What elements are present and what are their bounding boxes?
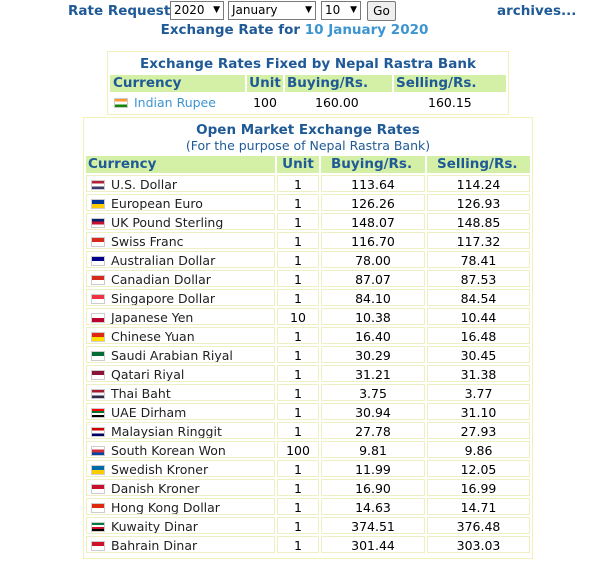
- selling-cell: 148.85: [427, 213, 530, 230]
- buying-cell: 30.94: [321, 403, 425, 420]
- selling-cell: 126.93: [427, 194, 530, 211]
- currency-cell: [86, 498, 275, 515]
- month-select[interactable]: [228, 1, 316, 20]
- table-row: [84, 441, 532, 459]
- table-row: [84, 327, 532, 345]
- selling-cell: 78.41: [427, 251, 530, 268]
- currency-name: Bahrain Dinar: [111, 538, 198, 553]
- unit-cell: 100: [277, 441, 319, 458]
- currency-cell: [86, 194, 275, 211]
- uae-flag-icon: [91, 408, 105, 418]
- japan-flag-icon: [91, 313, 105, 323]
- table-row: [84, 422, 532, 440]
- table-row: [84, 479, 532, 497]
- currency-name: Malaysian Ringgit: [111, 424, 222, 439]
- fixed-col-unit: Unit: [247, 75, 283, 92]
- fixed-col-currency: Currency: [110, 75, 245, 92]
- currency-name: Kuwaity Dinar: [111, 519, 198, 534]
- fixed-currency-name: Indian Rupee: [134, 95, 216, 110]
- unit-cell: 1: [277, 422, 319, 439]
- selling-cell: 303.03: [427, 536, 530, 553]
- buying-cell: 113.64: [321, 175, 425, 192]
- table-row: [84, 213, 532, 231]
- currency-cell: [86, 517, 275, 534]
- buying-cell: 27.78: [321, 422, 425, 439]
- unit-cell: 1: [277, 536, 319, 553]
- table-row: [84, 232, 532, 250]
- buying-cell: 3.75: [321, 384, 425, 401]
- fixed-col-selling: Selling/Rs.: [394, 75, 506, 92]
- currency-name: Chinese Yuan: [111, 329, 195, 344]
- currency-cell: [86, 536, 275, 553]
- currency-name: Canadian Dollar: [111, 272, 211, 287]
- fixed-currency-cell: [110, 94, 245, 111]
- buying-cell: 116.70: [321, 232, 425, 249]
- month-select-value: January: [232, 3, 278, 17]
- buying-cell: 148.07: [321, 213, 425, 230]
- table-row: [84, 270, 532, 288]
- currency-cell: [86, 175, 275, 192]
- selling-cell: 87.53: [427, 270, 530, 287]
- unit-cell: 1: [277, 251, 319, 268]
- fixed-buying: 160.00: [315, 95, 359, 110]
- selling-cell: 114.24: [427, 175, 530, 192]
- currency-cell: [86, 479, 275, 496]
- currency-name: UK Pound Sterling: [111, 215, 224, 230]
- qatar-flag-icon: [91, 370, 105, 380]
- table-row: [84, 536, 532, 554]
- table-row: [84, 517, 532, 535]
- table-row: [84, 175, 532, 193]
- table-row: [108, 94, 508, 112]
- currency-cell: [86, 422, 275, 439]
- uk-flag-icon: [91, 218, 105, 228]
- currency-name: Swiss Franc: [111, 234, 184, 249]
- selling-cell: 14.71: [427, 498, 530, 515]
- selling-cell: 10.44: [427, 308, 530, 325]
- buying-cell: 30.29: [321, 346, 425, 363]
- currency-name: Hong Kong Dollar: [111, 500, 220, 515]
- currency-name: Danish Kroner: [111, 481, 200, 496]
- buying-cell: 126.26: [321, 194, 425, 211]
- fixed-rates-title: Exchange Rates Fixed by Nepal Rastra Bank: [140, 56, 476, 72]
- table-row: [84, 346, 532, 364]
- buying-cell: 9.81: [321, 441, 425, 458]
- table-row: [84, 251, 532, 269]
- selling-cell: 84.54: [427, 289, 530, 306]
- subtitle-date: 10 January 2020: [304, 22, 429, 38]
- go-button[interactable]: Go: [367, 1, 396, 21]
- australia-flag-icon: [91, 256, 105, 266]
- india-flag-icon: [114, 98, 128, 108]
- day-select[interactable]: [321, 1, 361, 20]
- currency-cell: [86, 441, 275, 458]
- selling-cell: 16.99: [427, 479, 530, 496]
- table-row: [84, 384, 532, 402]
- currency-cell: [86, 251, 275, 268]
- page-subtitle: [0, 22, 589, 38]
- rate-request-label: Rate Request: [68, 3, 171, 19]
- currency-cell: [86, 460, 275, 477]
- market-col-buying: Buying/Rs.: [321, 156, 425, 173]
- buying-cell: 87.07: [321, 270, 425, 287]
- selling-cell: 376.48: [427, 517, 530, 534]
- market-col-selling: Selling/Rs.: [427, 156, 530, 173]
- table-row: [84, 498, 532, 516]
- table-row: [84, 308, 532, 326]
- selling-cell: 30.45: [427, 346, 530, 363]
- singapore-flag-icon: [91, 294, 105, 304]
- unit-cell: 1: [277, 289, 319, 306]
- fixed-selling: 160.15: [428, 95, 472, 110]
- buying-cell: 31.21: [321, 365, 425, 382]
- buying-cell: 10.38: [321, 308, 425, 325]
- currency-name: UAE Dirham: [111, 405, 187, 420]
- eu-flag-icon: [91, 199, 105, 209]
- fixed-rates-table: [108, 52, 508, 114]
- currency-name: U.S. Dollar: [111, 177, 178, 192]
- selling-cell: 12.05: [427, 460, 530, 477]
- rate-request-bar: [0, 0, 589, 22]
- selling-cell: 9.86: [427, 441, 530, 458]
- currency-cell: [86, 403, 275, 420]
- unit-cell: 1: [277, 270, 319, 287]
- currency-cell: [86, 289, 275, 306]
- buying-cell: 84.10: [321, 289, 425, 306]
- thailand-flag-icon: [91, 389, 105, 399]
- subtitle-prefix: Exchange Rate for: [160, 22, 300, 38]
- currency-name: South Korean Won: [111, 443, 226, 458]
- unit-cell: 1: [277, 403, 319, 420]
- canada-flag-icon: [91, 275, 105, 285]
- unit-cell: 1: [277, 346, 319, 363]
- table-row: [84, 403, 532, 421]
- currency-cell: [86, 327, 275, 344]
- currency-name: Saudi Arabian Riyal: [111, 348, 233, 363]
- table-row: [84, 289, 532, 307]
- currency-cell: [86, 308, 275, 325]
- hongkong-flag-icon: [91, 503, 105, 513]
- open-market-table: [84, 118, 532, 558]
- unit-cell: 1: [277, 517, 319, 534]
- market-col-currency: Currency: [86, 156, 275, 173]
- selling-cell: 3.77: [427, 384, 530, 401]
- selling-cell: 27.93: [427, 422, 530, 439]
- buying-cell: 78.00: [321, 251, 425, 268]
- archives-link[interactable]: archives...: [497, 3, 577, 19]
- market-col-unit: Unit: [277, 156, 319, 173]
- kuwait-flag-icon: [91, 522, 105, 532]
- unit-cell: 1: [277, 479, 319, 496]
- buying-cell: 374.51: [321, 517, 425, 534]
- selling-cell: 16.48: [427, 327, 530, 344]
- currency-cell: [86, 365, 275, 382]
- malaysia-flag-icon: [91, 427, 105, 437]
- currency-name: Qatari Riyal: [111, 367, 185, 382]
- unit-cell: 1: [277, 327, 319, 344]
- unit-cell: 1: [277, 365, 319, 382]
- denmark-flag-icon: [91, 484, 105, 494]
- currency-name: Australian Dollar: [111, 253, 216, 268]
- year-select[interactable]: [170, 1, 224, 20]
- buying-cell: 16.90: [321, 479, 425, 496]
- buying-cell: 16.40: [321, 327, 425, 344]
- unit-cell: 1: [277, 460, 319, 477]
- unit-cell: 1: [277, 194, 319, 211]
- buying-cell: 14.63: [321, 498, 425, 515]
- china-flag-icon: [91, 332, 105, 342]
- fixed-unit: 100: [253, 95, 277, 110]
- switzerland-flag-icon: [91, 237, 105, 247]
- currency-name: Japanese Yen: [111, 310, 194, 325]
- unit-cell: 10: [277, 308, 319, 325]
- currency-cell: [86, 384, 275, 401]
- buying-cell: 301.44: [321, 536, 425, 553]
- currency-cell: [86, 213, 275, 230]
- day-select-value: 10: [325, 3, 341, 17]
- currency-name: Singapore Dollar: [111, 291, 216, 306]
- unit-cell: 1: [277, 175, 319, 192]
- usa-flag-icon: [91, 180, 105, 190]
- chevron-down-icon: ▼: [305, 5, 312, 15]
- fixed-col-buying: Buying/Rs.: [285, 75, 392, 92]
- currency-name: Thai Baht: [111, 386, 171, 401]
- saudi-flag-icon: [91, 351, 105, 361]
- korea-flag-icon: [91, 446, 105, 456]
- bahrain-flag-icon: [91, 541, 105, 551]
- unit-cell: 1: [277, 213, 319, 230]
- selling-cell: 117.32: [427, 232, 530, 249]
- currency-cell: [86, 346, 275, 363]
- currency-name: Swedish Kroner: [111, 462, 209, 477]
- chevron-down-icon: ▼: [350, 5, 357, 15]
- currency-cell: [86, 232, 275, 249]
- chevron-down-icon: ▼: [213, 5, 220, 15]
- unit-cell: 1: [277, 232, 319, 249]
- table-row: [84, 460, 532, 478]
- currency-name: European Euro: [111, 196, 203, 211]
- unit-cell: 1: [277, 384, 319, 401]
- currency-cell: [86, 270, 275, 287]
- table-row: [84, 365, 532, 383]
- open-market-title: Open Market Exchange Rates: [196, 122, 420, 138]
- table-row: [84, 194, 532, 212]
- unit-cell: 1: [277, 498, 319, 515]
- buying-cell: 11.99: [321, 460, 425, 477]
- open-market-subtitle: (For the purpose of Nepal Rastra Bank): [185, 138, 431, 153]
- year-select-value: 2020: [174, 3, 205, 17]
- selling-cell: 31.38: [427, 365, 530, 382]
- sweden-flag-icon: [91, 465, 105, 475]
- selling-cell: 31.10: [427, 403, 530, 420]
